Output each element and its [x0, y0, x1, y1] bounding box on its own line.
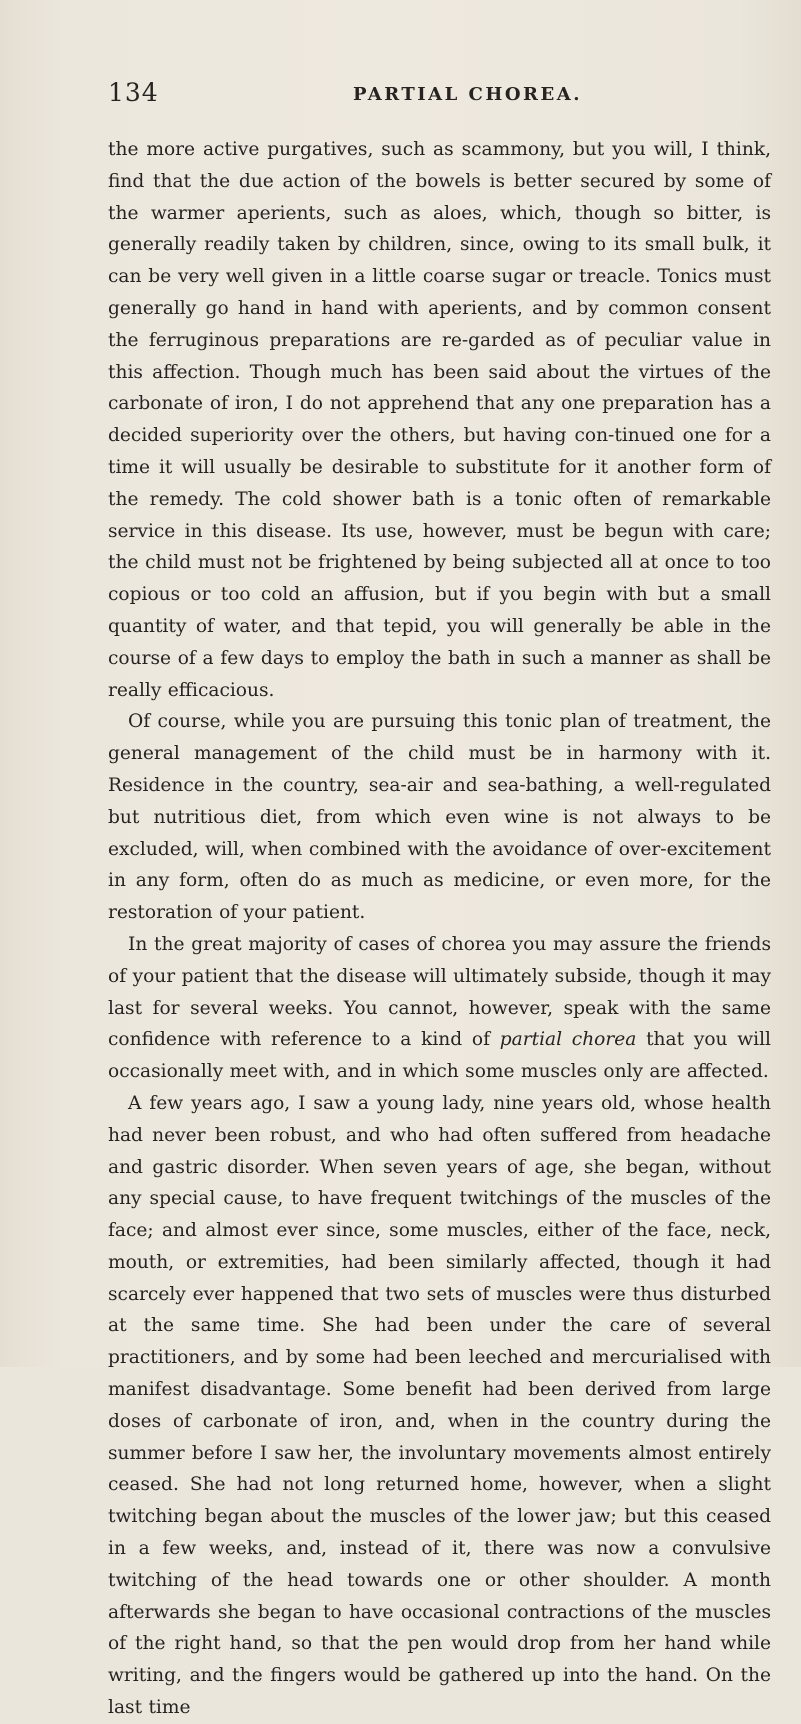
- paragraph-4: A few years ago, I saw a young lady, nine years old, whose health had never been robust, and who had often suffered from headache and gastric disorder. When seven years of age, she began, without any special cause, to have frequent twitchings of the muscles of the face; and almost ever since, some muscles, either of the face, neck, mouth, or extremities, had been similarly affected, though it had scarcely ever happened that two sets of muscles were thus disturbed at the same time. She had been under the care of several practitioners, and by some had been leeched and mercurialised with manifest disadvantage. Some benefit had been derived from large doses of carbonate of iron, and, when in the country during the summer before I saw her, the involuntary movements almost entirely ceased. She had not long returned home, however, when a slight twitching began about the muscles of the lower jaw; but this ceased in a few weeks, and, instead of it, there was now a convulsive twitching of the head towards one or other shoulder. A month afterwards she began to have occasional contractions of the muscles of the right hand, so that the pen would drop from her hand while writing, and the fingers would be gathered up into the hand. On the last time: [108, 1092, 771, 1719]
- paragraph-1: the more active purgatives, such as scammony, but you will, I think, find that the due action of the bowels is better secured by some of the warmer aperients, such as aloes, which, though so bitter, is generally readily taken by children, since, owing to its small bulk, it can be very well given in a little coarse sugar or treacle. Tonics must generally go hand in hand with aperients, and by common consent the ferruginous preparations are re-garded as of peculiar value in this affection. Though much has been said about the virtues of the carbonate of iron, I do not apprehend that any one preparation has a decided superiority over the others, but having con-tinued one for a time it will usually be desirable to substitute for it another form of the remedy. The cold shower bath is a tonic often of remarkable service in this disease. Its use, however, must be begun with care; the child must not be frightened by being subjected all at once to too copious or too cold an affusion, but if you begin with but a small quantity of water, and that tepid, you will generally be able in the course of a few days to employ the bath in such a manner as shall be really efficacious.: [108, 139, 771, 701]
- partial-chorea-emphasis: partial chorea: [499, 1029, 637, 1051]
- paragraph-2: Of course, while you are pursuing this tonic plan of treatment, the general management of the child must be in harmony with it. Residence in the country, sea-air and sea-bathing, a well-regulated but nutritious diet, from which even wine is not always to be excluded, will, when combined with the avoidance of over-excitement in any form, often do as much as medicine, or even more, for the restoration of your patient.: [108, 711, 771, 924]
- running-head: [108, 78, 771, 108]
- running-title: PARTIAL CHOREA.: [353, 84, 582, 105]
- body-text: [108, 134, 771, 1724]
- paragraph-3-text-before: In the great majority of cases of chorea you may assure the friends of your patient that the disease will ultimately subside, though it may last for several weeks. You cannot, however, speak with the same confidence with reference to a kind of: [108, 933, 771, 1051]
- paragraph-3-text-after: that you will occasionally meet with, and in which some muscles only are affected.: [108, 1029, 771, 1083]
- page-number: 134: [108, 78, 159, 107]
- paragraph-3: [108, 929, 771, 1088]
